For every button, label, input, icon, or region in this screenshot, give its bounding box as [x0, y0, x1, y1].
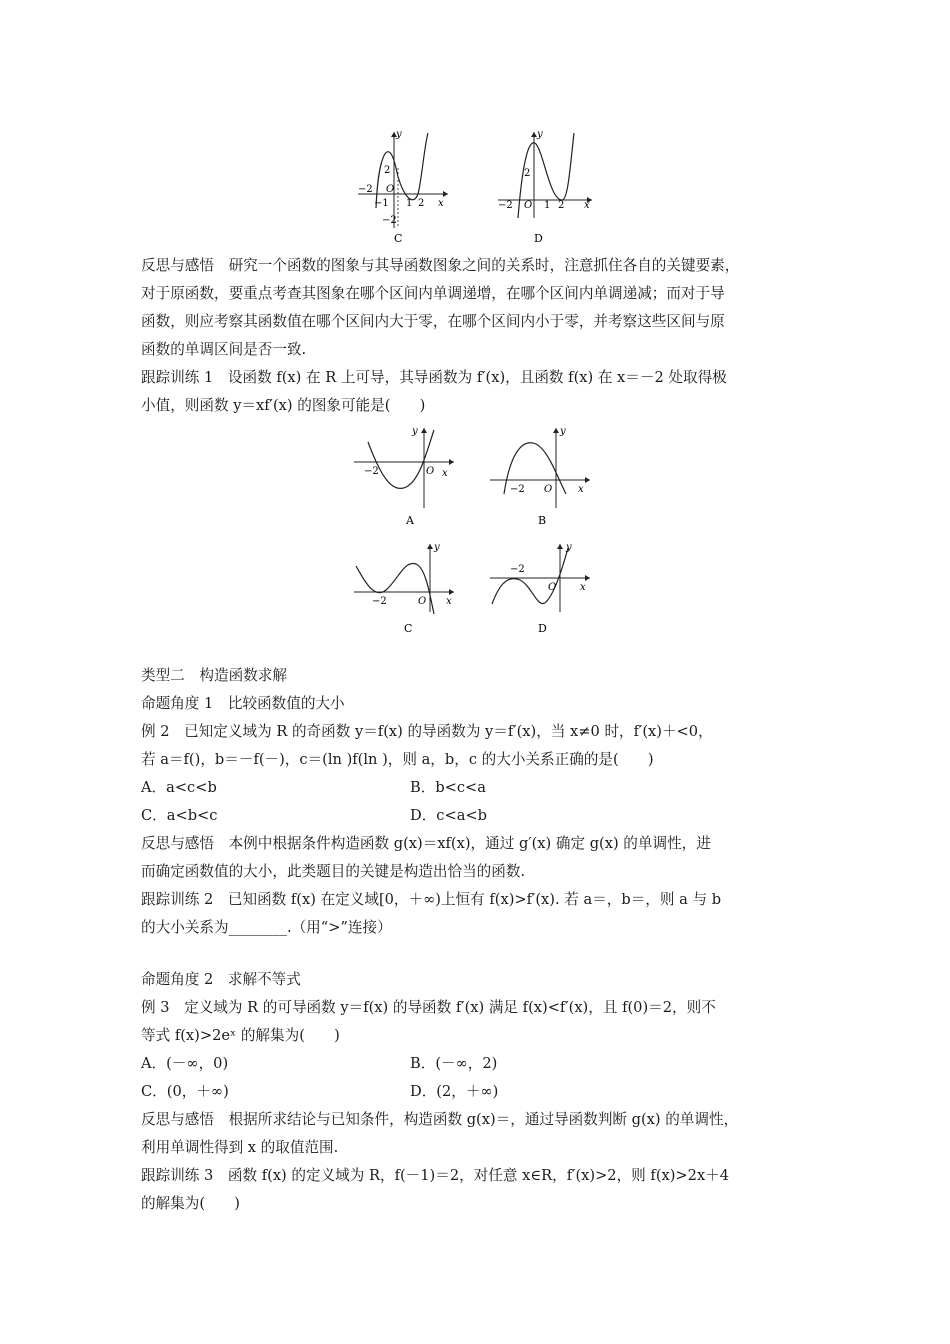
subsection-title: 命题角度 2 求解不等式: [141, 971, 301, 988]
graph-label: B: [538, 514, 547, 527]
text-line: 的大小关系为________.（用“>”连接）: [141, 919, 392, 936]
text-line: 例 2 已知定义域为 R 的奇函数 y＝f(x) 的导函数为 y＝f′(x)，当 x≠0 时，f′(x)＋<0，: [141, 723, 713, 740]
graph-mid-c: [350, 540, 460, 636]
graph-label: A: [406, 514, 414, 527]
text-line: 反思与感悟 本例中根据条件构造函数 g(x)＝xf(x)，通过 g′(x) 确定 g(x) 的单调性，进: [141, 835, 711, 852]
tick: 1: [406, 198, 413, 209]
axis-x: x: [446, 596, 452, 607]
option-a: A．a<c<b: [141, 779, 217, 796]
text-line: 反思与感悟 研究一个函数的图象与其导函数图象之间的关系时，注意抓住各自的关键要素，: [141, 257, 740, 274]
graph-mid-a: [350, 424, 460, 532]
text-line: 反思与感悟 根据所求结论与已知条件，构造函数 g(x)＝，通过导函数判断 g(x) 的单调性，: [141, 1111, 739, 1128]
tick: −2: [372, 596, 387, 607]
origin: O: [426, 466, 435, 477]
tick: 2: [418, 198, 425, 209]
axis-y: y: [560, 426, 566, 437]
text-line: 而确定函数值的大小，此类题目的关键是构造出恰当的函数.: [141, 863, 526, 880]
axis-y: y: [537, 129, 543, 140]
tick: 2: [524, 168, 531, 179]
text-line: 跟踪训练 3 函数 f(x) 的定义域为 R，f(－1)＝2，对任意 x∈R，f′(x)>2，则 f(x)>2x＋4: [141, 1167, 730, 1184]
option-b: B．b<c<a: [410, 779, 486, 796]
subsection-title: 命题角度 1 比较函数值的大小: [141, 695, 345, 712]
option-d: D．(2，＋∞): [410, 1083, 499, 1100]
text-line: 例 3 定义域为 R 的可导函数 y＝f(x) 的导函数 f′(x) 满足 f(x)<f′(x)，且 f(0)＝2，则不: [141, 999, 716, 1016]
origin: O: [548, 582, 557, 593]
section-title: 类型二 构造函数求解: [141, 667, 287, 684]
option-c: C．(0，＋∞): [141, 1083, 229, 1100]
tick: −2: [498, 200, 513, 211]
tick: −2: [382, 215, 397, 226]
origin: O: [544, 484, 553, 495]
axis-y: y: [434, 542, 440, 553]
graph-label: C: [394, 232, 403, 245]
tick: −1: [374, 198, 389, 209]
tick: −2: [364, 466, 379, 477]
origin: O: [418, 596, 427, 607]
axis-y: y: [412, 426, 418, 437]
text-line: 函数，则应考察其函数值在哪个区间内大于零，在哪个区间内小于零，并考察这些区间与原: [141, 313, 725, 330]
axis-x: x: [584, 200, 590, 211]
text-line: 的解集为( ): [141, 1195, 240, 1212]
origin: O: [524, 200, 533, 211]
tick: 1: [544, 200, 551, 211]
graph-label: D: [538, 622, 547, 635]
axis-x: x: [578, 484, 584, 495]
text-line: 等式 f(x)>2eˣ 的解集为( ): [141, 1027, 340, 1044]
option-b: B．(－∞，2): [410, 1055, 498, 1072]
axis-y: y: [396, 129, 402, 140]
option-c: C．a<b<c: [141, 807, 218, 824]
option-d: D．c<a<b: [410, 807, 487, 824]
graph-label: C: [404, 622, 413, 635]
tick: −2: [510, 484, 525, 495]
tick: −2: [358, 184, 373, 195]
axis-y: y: [566, 542, 572, 553]
text-line: 若 a＝f()，b＝－f(－)，c＝(ln )f(ln )，则 a，b，c 的大小关系正确的是( ): [141, 751, 654, 768]
option-a: A．(－∞，0): [141, 1055, 229, 1072]
tick: 2: [384, 165, 391, 176]
axis-x: x: [580, 582, 586, 593]
graph-label: D: [534, 232, 543, 245]
tick: −2: [510, 564, 525, 575]
text-line: 跟踪训练 1 设函数 f(x) 在 R 上可导，其导函数为 f′(x)，且函数 f(x) 在 x＝－2 处取得极: [141, 369, 727, 386]
graph-mid-b: [486, 424, 596, 532]
axis-x: x: [438, 198, 444, 209]
text-line: 小值，则函数 y＝xf′(x) 的图象可能是( ): [141, 397, 426, 414]
text-line: 对于原函数，要重点考查其图象在哪个区间内单调递增，在哪个区间内单调递减；而对于导: [141, 285, 725, 302]
text-line: 函数的单调区间是否一致.: [141, 341, 307, 358]
graph-mid-d: [486, 540, 596, 636]
graph-top-d: [496, 128, 596, 246]
text-line: 跟踪训练 2 已知函数 f(x) 在定义域[0，＋∞)上恒有 f(x)>f′(x). 若 a＝，b＝，则 a 与 b: [141, 891, 722, 908]
axis-x: x: [442, 468, 448, 479]
tick: 2: [558, 200, 565, 211]
text-line: 利用单调性得到 x 的取值范围.: [141, 1139, 339, 1156]
graph-top-c: [356, 128, 452, 246]
origin: O: [386, 184, 395, 195]
